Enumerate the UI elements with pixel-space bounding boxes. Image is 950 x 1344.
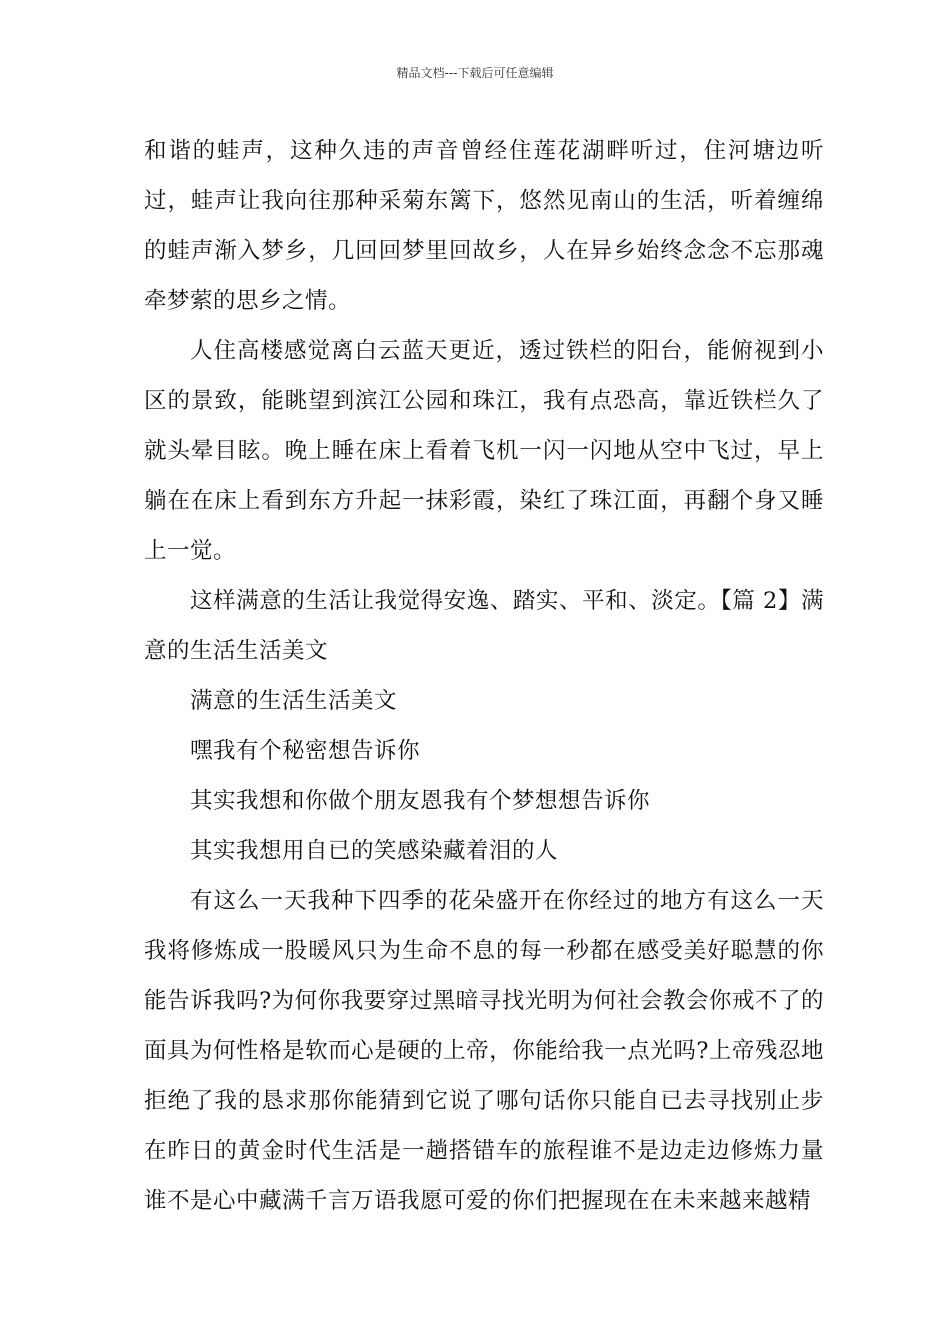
paragraph-1: 和谐的蛙声，这种久违的声音曾经住莲花湖畔听过，住河塘边听过，蛙声让我向往那种采菊东篱下，悠然见南山的生活，听着缠绵的蛙声渐入梦乡，几回回梦里回故乡，人在异乡始终念念不忘那魂牵梦萦的思乡之情。: [144, 138, 824, 314]
paragraph-8: 有这么一天我种下四季的花朵盛开在你经过的地方有这么一天我将修炼成一股暖风只为生命不息的每一秒都在感受美好聪慧的你能告诉我吗?为何你我要穿过黑暗寻找光明为何社会教会你戒不了的面具为何性格是软而心是硬的上帝，你能给我一点光吗?上帝残忍地拒绝了我的恳求那你能猜到它说了哪句话你只能自已去寻找别止步在昨日的黄金时代生活是一趟搭错车的旅程谁不是边走边修炼力量谁不是心中藏满千言万语我愿可爱的你们把握现在在未来越来越精: [144, 888, 824, 1214]
document-body: [144, 126, 824, 1226]
paragraph-5: 嘿我有个秘密想告诉你: [190, 738, 421, 764]
paragraph-3: 这样满意的生活让我觉得安逸、踏实、平和、淡定。【篇 2】满意的生活生活美文: [144, 588, 824, 664]
paragraph-6: 其实我想和你做个朋友恩我有个梦想想告诉你: [190, 788, 651, 814]
paragraph-2: 人住高楼感觉离白云蓝天更近，透过铁栏的阳台，能俯视到小区的景致，能眺望到滨江公园和珠江，我有点恐高，靠近铁栏久了就头晕目眩。晚上睡在床上看着飞机一闪一闪地从空中飞过，早上躺在在床上看到东方升起一抹彩霞，染红了珠江面，再翻个身又睡上一觉。: [144, 338, 824, 564]
page-header: 精品文档---下载后可任意编辑: [396, 66, 554, 80]
paragraph-4: 满意的生活生活美文: [190, 688, 398, 714]
paragraph-7: 其实我想用自已的笑感染藏着泪的人: [190, 838, 559, 864]
